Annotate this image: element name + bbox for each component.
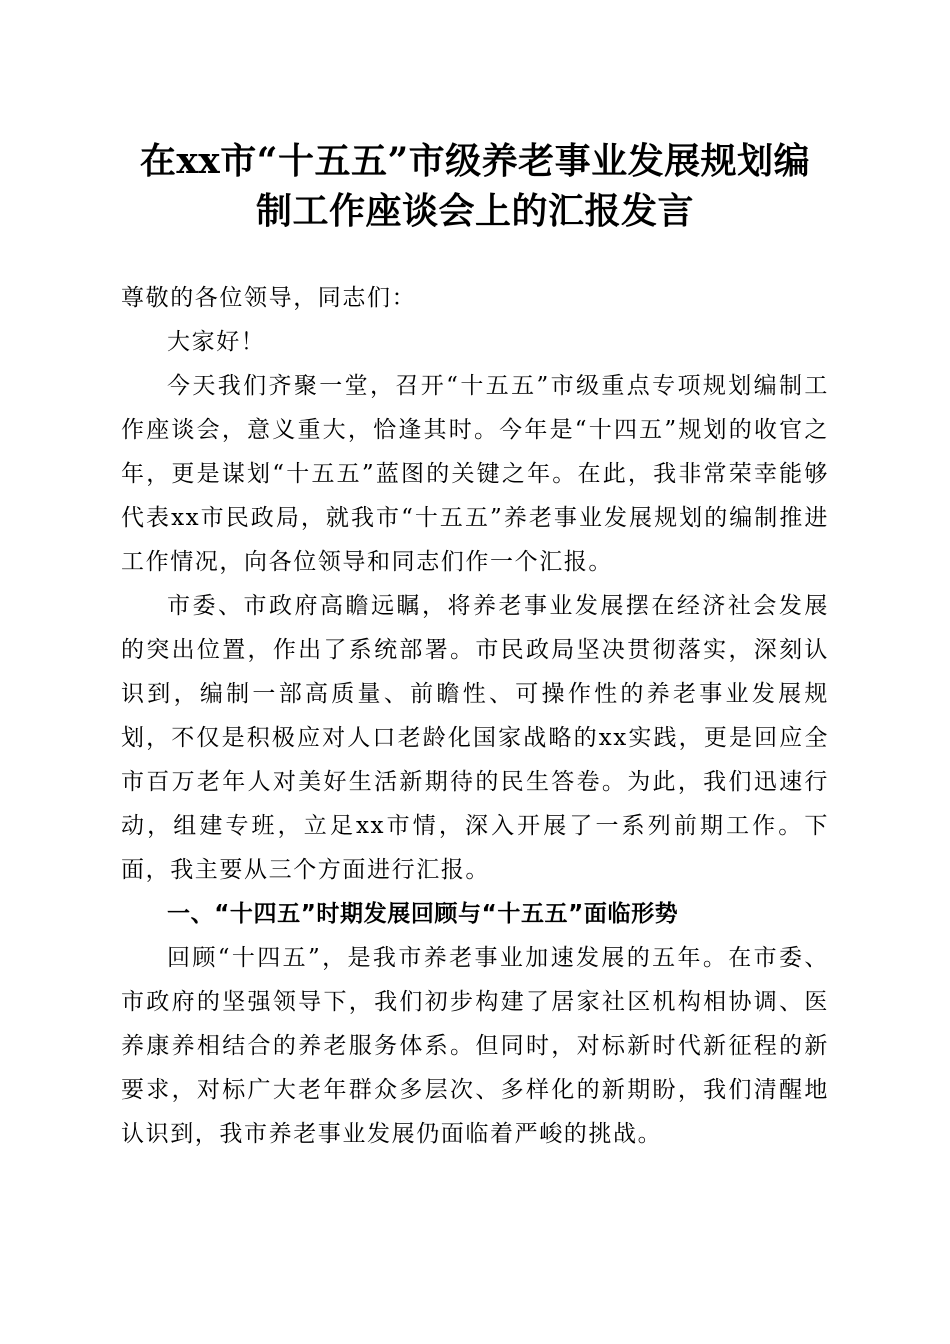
document-title: [100, 136, 850, 236]
salutation: 尊敬的各位领导，同志们：: [121, 285, 417, 311]
title-line-1: 在xx市“十五五”市级养老事业发展规划编: [139, 140, 811, 182]
document-body: [121, 276, 829, 1156]
paragraph-review: 回顾“十四五”，是我市养老事业加速发展的五年。在市委、市政府的坚强领导下，我们初步构建了居家社区机构相协调、医养康养相结合的养老服务体系。但同时，对标新时代新征程的新要求，对标广大老年群众多层次、多样化的新期盼，我们清醒地认识到，我市养老事业发展仍面临着严峻的挑战。: [121, 945, 829, 1147]
paragraph-opening: 今天我们齐聚一堂，召开“十五五”市级重点专项规划编制工作座谈会，意义重大，恰逢其时。今年是“十四五”规划的收官之年，更是谋划“十五五”蓝图的关键之年。在此，我非常荣幸能够代表xx市民政局，就我市“十五五”养老事业发展规划的编制推进工作情况，向各位领导和同志们作一个汇报。: [121, 373, 829, 575]
title-line-2: 制工作座谈会上的汇报发言: [255, 190, 694, 232]
greeting: 大家好！: [167, 329, 266, 355]
paragraph-background: 市委、市政府高瞻远瞩，将养老事业发展摆在经济社会发展的突出位置，作出了系统部署。市民政局坚决贯彻落实，深刻认识到，编制一部高质量、前瞻性、可操作性的养老事业发展规划，不仅是积极应对人口老龄化国家战略的xx实践，更是回应全市百万老年人对美好生活新期待的民生答卷。为此，我们迅速行动，组建专班，立足xx市情，深入开展了一系列前期工作。下面，我主要从三个方面进行汇报。: [121, 593, 829, 883]
section-heading: 一、“十四五”时期发展回顾与“十五五”面临形势: [167, 901, 679, 927]
